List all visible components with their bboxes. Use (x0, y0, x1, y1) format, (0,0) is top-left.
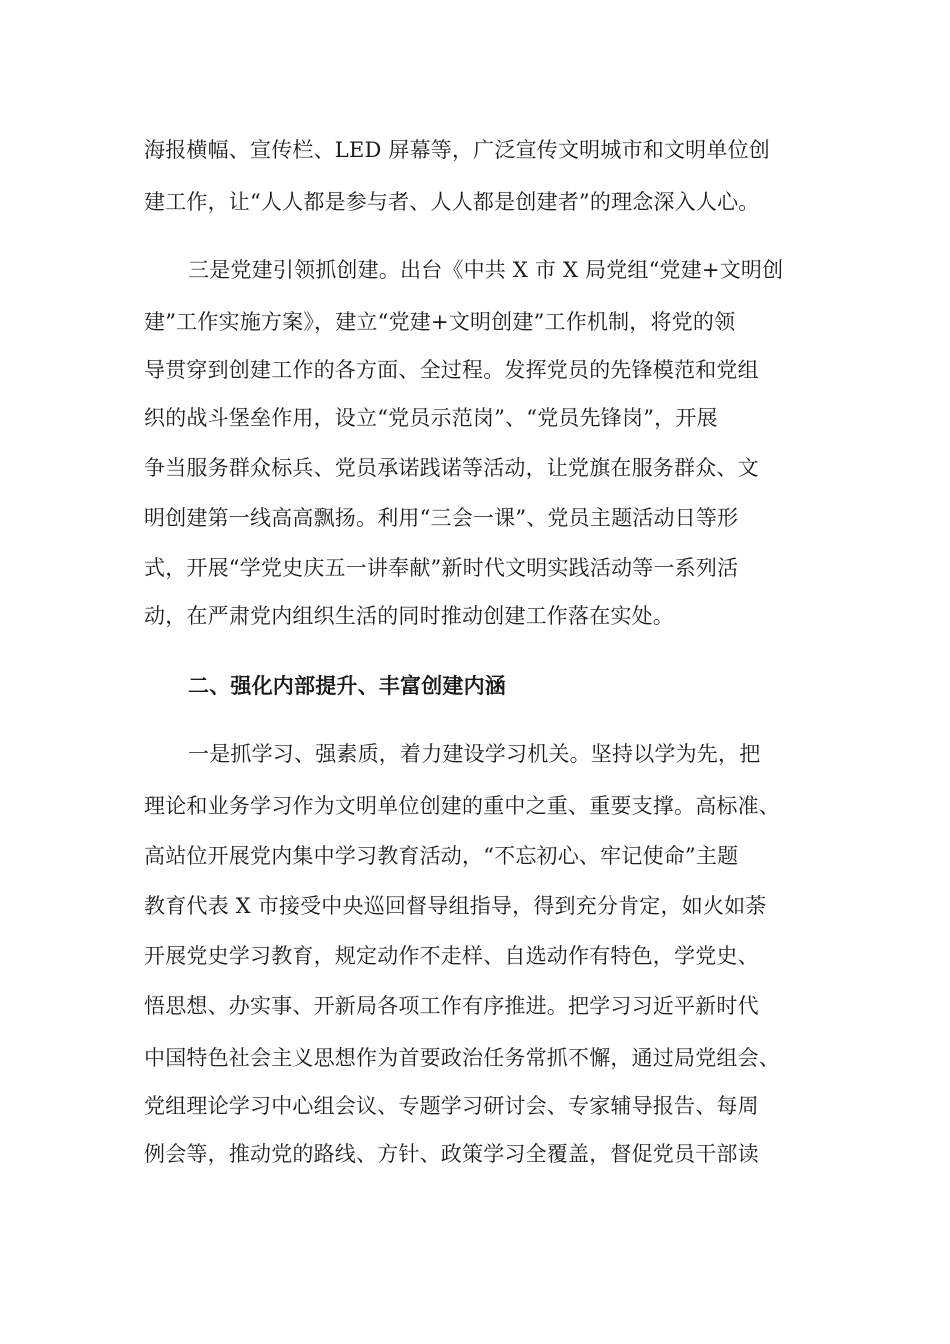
text-line: 例会等，推动党的路线、方针、政策学习全覆盖，督促党员干部读 (144, 1142, 759, 1166)
text-line: 理论和业务学习作为文明单位创建的重中之重、重要支撑。高标准、 (144, 794, 780, 818)
text-line: 明创建第一线高高飘扬。利用“三会一课”、党员主题活动日等形 (144, 506, 739, 530)
text-line: 建工作，让“人人都是参与者、人人都是创建者”的理念深入人心。 (144, 190, 760, 214)
text-line: 悟思想、办实事、开新局各项工作有序推进。把学习习近平新时代 (144, 994, 759, 1018)
text-line: 海报横幅、宣传栏、LED 屏幕等，广泛宣传文明城市和文明单位创 (144, 138, 770, 162)
text-line: 式，开展“学党史庆五一讲奉献”新时代文明实践活动等一系列活 (144, 556, 739, 580)
text-line: 动，在严肃党内组织生活的同时推动创建工作落在实处。 (144, 604, 674, 628)
text-line: 一是抓学习、强素质，着力建设学习机关。坚持以学为先，把 (188, 742, 761, 766)
section-heading-text: 二、强化内部提升、丰富创建内涵 (188, 673, 506, 698)
text-line: 争当服务群众标兵、党员承诺践诺等活动，让党旗在服务群众、文 (144, 456, 759, 480)
text-line: 中国特色社会主义思想作为首要政治任务常抓不懈，通过局党组会、 (144, 1046, 780, 1070)
text-line: 高站位开展党内集中学习教育活动，“不忘初心、牢记使命”主题 (144, 844, 739, 868)
text-line: 建”工作实施方案》，建立“党建+文明创建”工作机制，将党的领 (144, 310, 736, 334)
text-line: 三是党建引领抓创建。出台《中共 X 市 X 局党组“党建+文明创 (188, 258, 784, 282)
text-line: 开展党史学习教育，规定动作不走样、自选动作有特色，学党史、 (144, 944, 759, 968)
text-line: 教育代表 X 市接受中央巡回督导组指导，得到充分肯定，如火如荼 (144, 894, 767, 918)
text-line: 党组理论学习中心组会议、专题学习研讨会、专家辅导报告、每周 (144, 1094, 759, 1118)
text-line: 织的战斗堡垒作用，设立“党员示范岗”、“党员先锋岗”，开展 (144, 406, 718, 430)
text-line: 导贯穿到创建工作的各方面、全过程。发挥党员的先锋模范和党组 (144, 358, 759, 382)
